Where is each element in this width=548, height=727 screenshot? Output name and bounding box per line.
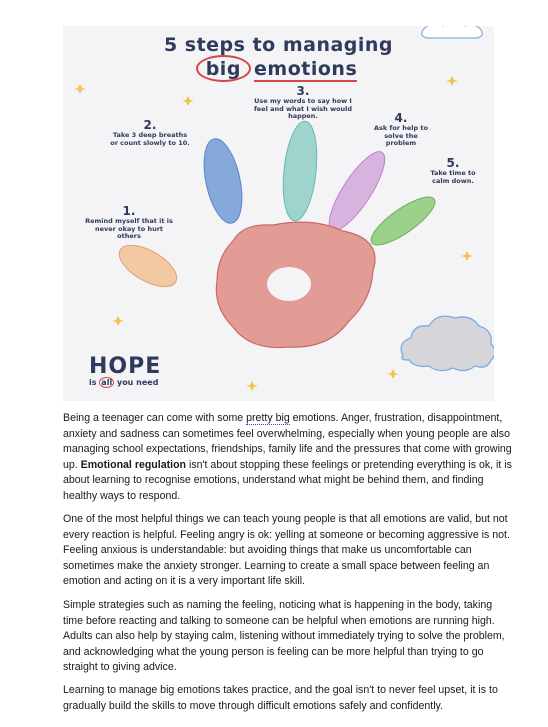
- step-1: 1. Remind myself that it is never okay to hurt others: [85, 204, 173, 240]
- ring-finger: [197, 135, 248, 226]
- emotional-regulation-term: Emotional regulation: [80, 458, 187, 471]
- article-paragraph-4: Learning to manage big emotions takes practice, and the goal isn't to never feel upset, it is to gradually build the skills to move through difficult emotions safely and confidently.: [63, 684, 498, 712]
- step-5: 5. Take time to calm down.: [430, 156, 476, 185]
- article-paragraph-1: Being a teenager can come with some pretty big emotions. Anger, frustration, disappointment, anxiety and sadness can sometimes feel overwhelming, especially when young people are also managing school expectations, friendships, family life and the pressures that come with growing up. Emotional regulation isn't about stopping these feelings or pretending everything is ok, it is about learning to recognise emotions, understand what might be behind them, and finding healthy ways to respond.: [63, 412, 512, 502]
- poster-title-line2: [63, 58, 494, 80]
- poster-title-emotions: emotions: [254, 58, 358, 80]
- pretty-big-phrase: pretty big: [246, 412, 290, 424]
- step-2: 2. Take 3 deep breaths or count slowly to 10.: [110, 118, 190, 147]
- poster-title-big: big: [200, 58, 247, 80]
- cloud-bottom-right: [401, 316, 494, 370]
- step-4: 4. Ask for help to solve the problem: [374, 111, 428, 147]
- step-3: 3. Use my words to say how I feel and what I wish would happen.: [253, 84, 353, 120]
- pinky-finger: [113, 237, 183, 295]
- article-paragraph-2: One of the most helpful things we can teach young people is that all emotions are valid, but not every reaction is helpful. Feeling angry is ok: yelling at someone or becoming aggressive is not. Feeling anxious is understandable: but avoiding things that make us uncomfortable can sometimes make the anxiety stronger. Learning to create a small space between feeling an emotion and acting on it is a very important life skill.: [63, 513, 510, 588]
- poster-title-line1: 5 steps to managing: [163, 34, 394, 56]
- palm-hole: [267, 267, 311, 301]
- article-paragraph-3: Simple strategies such as naming the feeling, noticing what is happening in the body, taking time before reacting and talking to someone can be helpful when emotions are running high. Adults can also help by staying calm, listening without immediately trying to solve the problem, and acknowledging what the young person is feeling can be more helpful than trying to go straight to giving advice.: [63, 599, 505, 674]
- hope-logo: HOPE is all you need: [89, 354, 162, 387]
- thumb: [365, 189, 441, 252]
- emotions-poster-image: [63, 26, 494, 401]
- middle-finger: [279, 120, 321, 223]
